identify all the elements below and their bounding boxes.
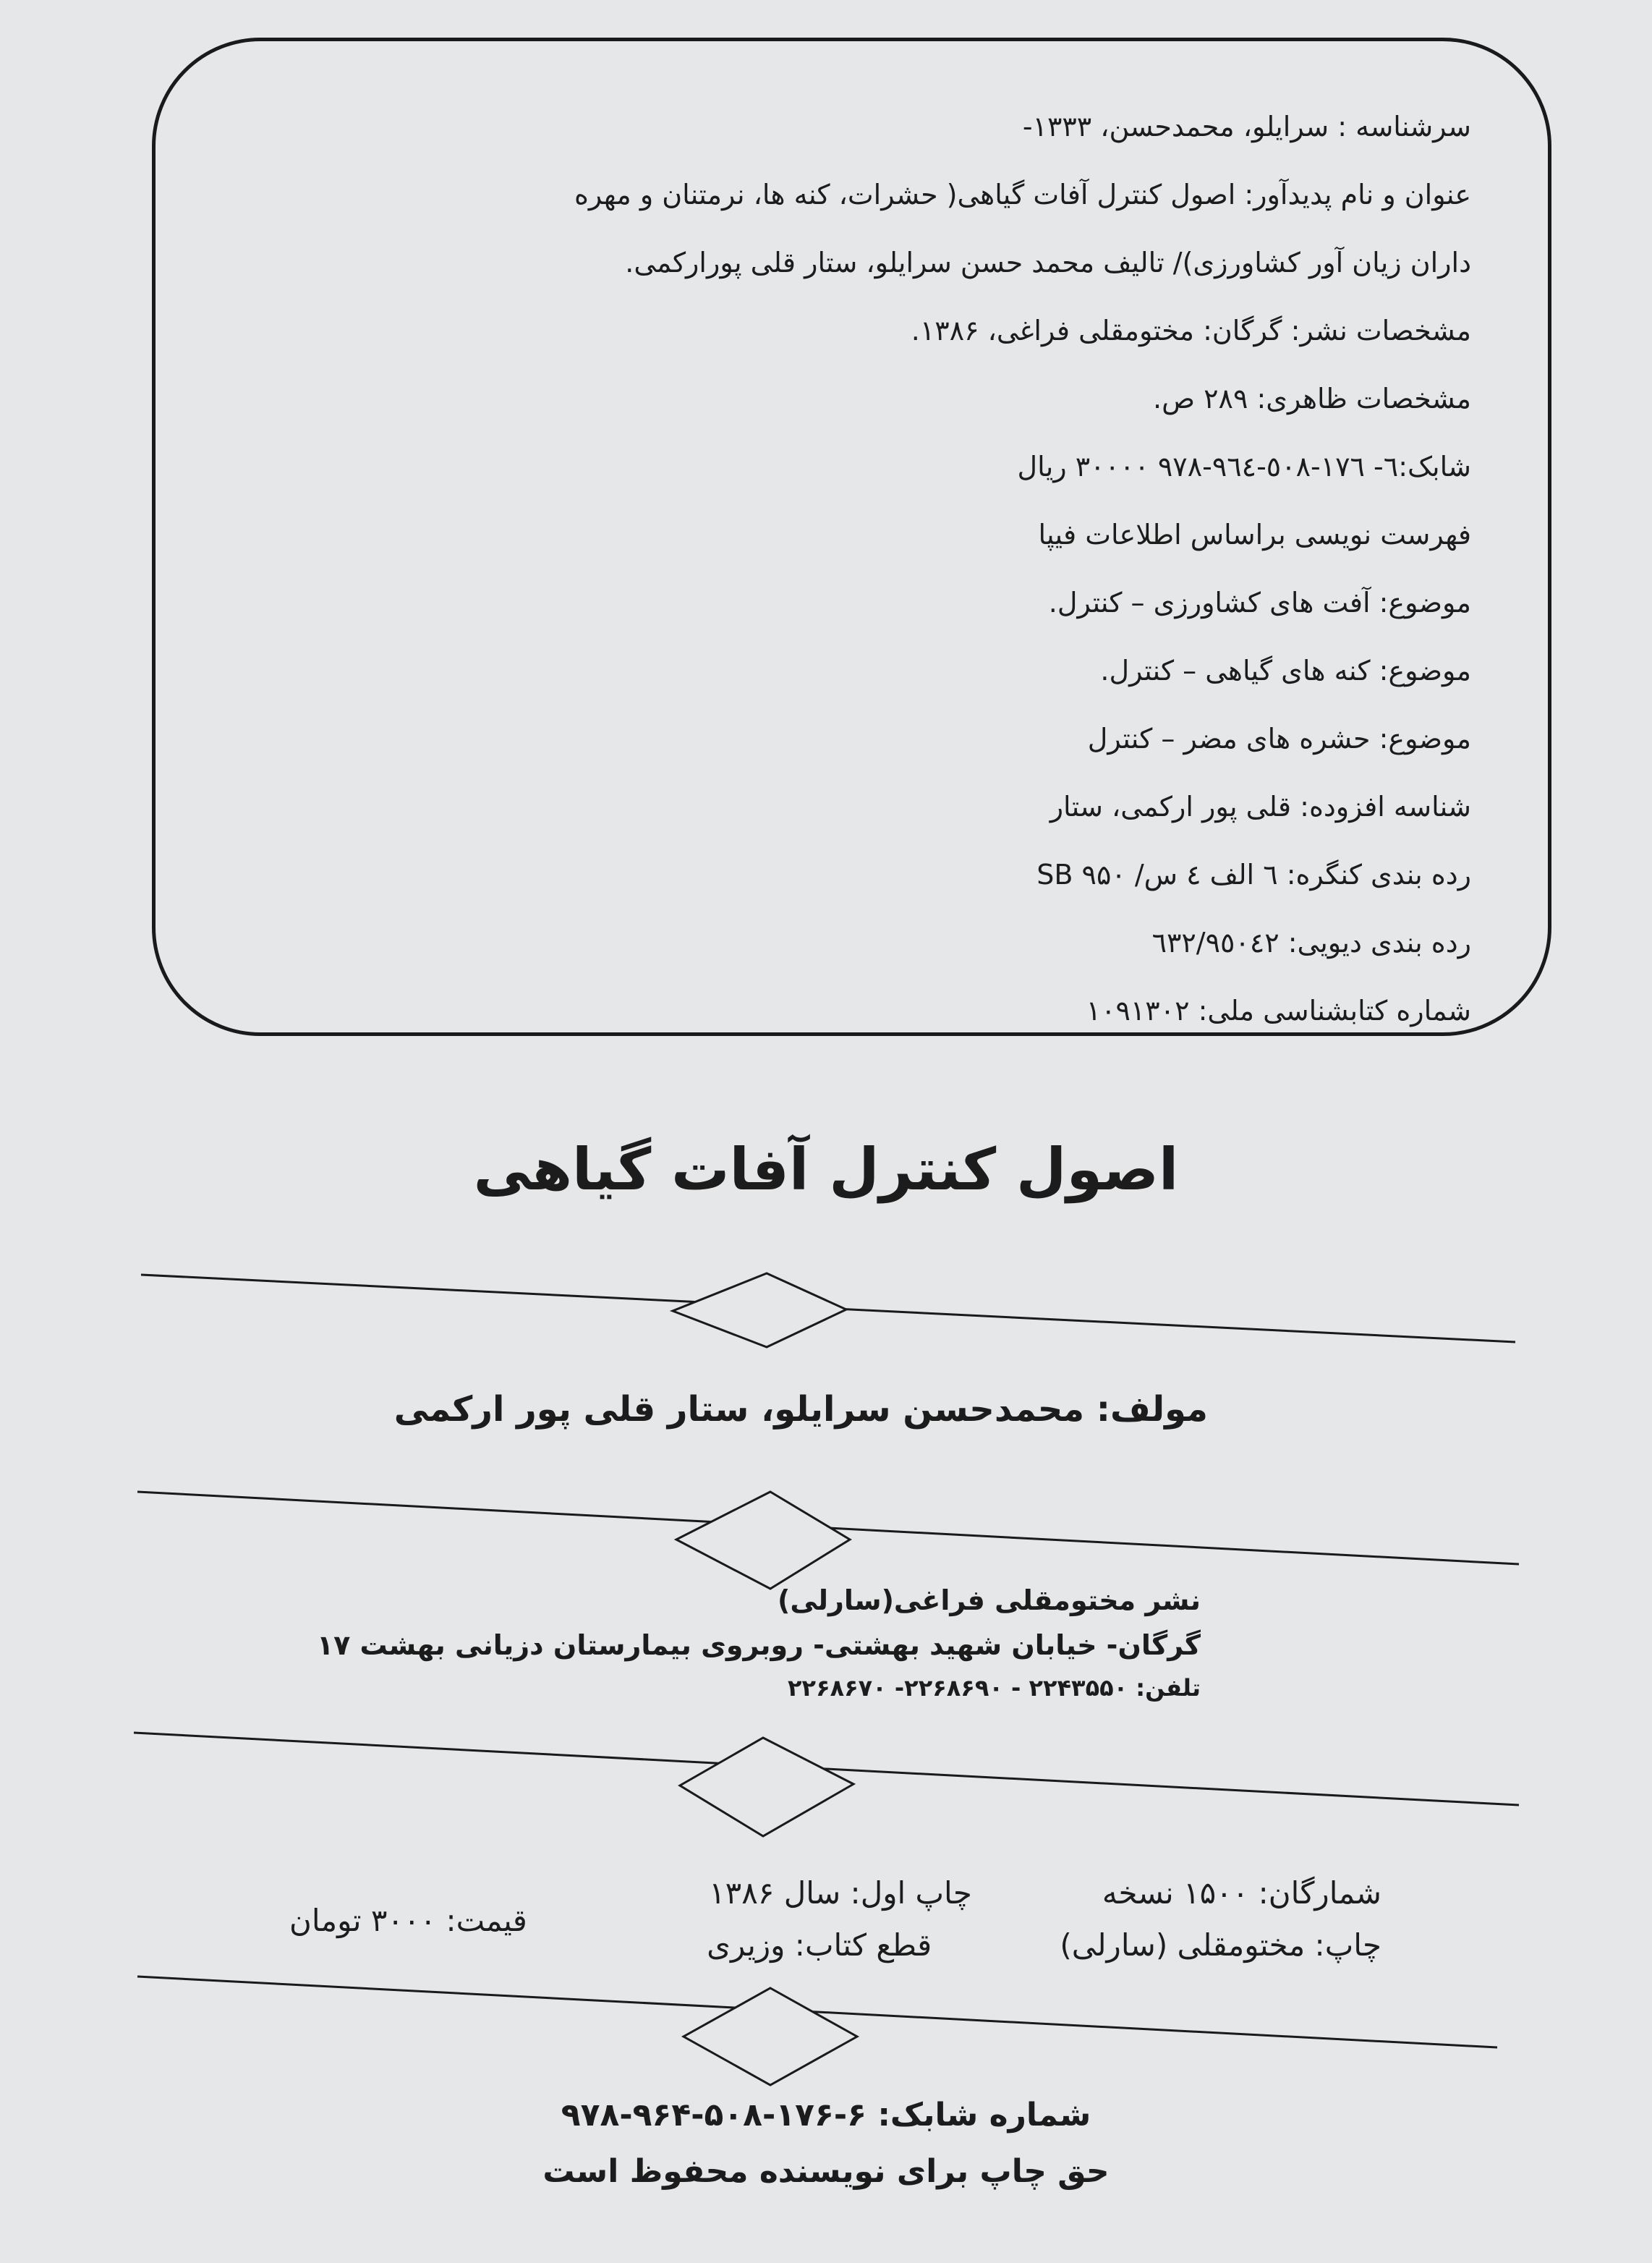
publisher-address: گرگان- خیابان شهید بهشتی- روبروی بیمارستان دزیانی بهشت ۱۷ bbox=[316, 1629, 1201, 1661]
printer: چاپ: مختومقلی (سارلی) bbox=[1060, 1927, 1381, 1963]
isbn-number: شماره شابک: ۶-۱۷۶-۵۰۸-۹۶۴-۹۷۸ bbox=[561, 2097, 1091, 2133]
diamond-divider-icon bbox=[137, 1492, 1519, 1589]
diamond-divider-icon bbox=[134, 1733, 1519, 1836]
cip-line: داران زیان آور کشاورزی)/ تالیف محمد حسن سرایلو، ستار قلی پورارکمی. bbox=[625, 247, 1471, 279]
cip-line: رده بندی کنگره: ٦ الف ٤ س/ ۹۵۰ SB bbox=[1036, 859, 1471, 891]
first-edition: چاپ اول: سال ۱۳۸۶ bbox=[709, 1874, 972, 1911]
cip-line: شماره کتابشناسی ملی: ۱۰۹۱۳۰۲ bbox=[1086, 995, 1471, 1027]
cip-line: شابک:٦- ١٧٦-٥٠٨-٩٦٤-٩٧٨ ۳۰۰۰۰ ریال bbox=[1017, 451, 1471, 483]
cip-line: مشخصات ظاهری: ۲۸۹ ص. bbox=[1153, 383, 1471, 415]
cip-line: سرشناسه : سرایلو، محمدحسن، ۱۳۳۳- bbox=[1022, 111, 1471, 143]
footer-block bbox=[0, 2087, 1652, 2200]
book-title: اصول کنترل آفات گیاهی bbox=[473, 1136, 1179, 1203]
cip-line: عنوان و نام پدیدآور: اصول کنترل آفات گیاهی( حشرات، کنه ها، نرمتنان و مهره bbox=[574, 179, 1471, 211]
cip-line: رده بندی دیویی: ٦٣٢/٩٥٠٤٢ bbox=[1151, 927, 1471, 959]
author-line: مولف: محمدحسن سرایلو، ستار قلی پور ارکمی bbox=[393, 1389, 1208, 1430]
publisher-block bbox=[145, 1584, 1201, 1710]
price: قیمت: ۳۰۰۰ تومان bbox=[289, 1903, 527, 1938]
circulation: شمارگان: ۱۵۰۰ نسخه bbox=[1102, 1874, 1381, 1911]
publisher-phone: تلفن: ۲۲۴۳۵۵۰ - ۲۲۶۸۶۹۰- ۲۲۶۸۶۷۰ bbox=[788, 1674, 1201, 1702]
copyright-notice: حق چاپ برای نویسنده محفوظ است bbox=[542, 2153, 1110, 2190]
cip-line: موضوع: حشره های مضر – کنترل bbox=[1087, 723, 1471, 755]
diamond-divider-icon bbox=[137, 1977, 1497, 2085]
book-format: قطع کتاب: وزیری bbox=[707, 1927, 932, 1963]
cip-line: موضوع: کنه های گیاهی – کنترل. bbox=[1100, 655, 1471, 687]
diamond-divider-icon bbox=[141, 1273, 1515, 1347]
cip-line: موضوع: آفت های کشاورزی – کنترل. bbox=[1048, 587, 1471, 619]
cip-line: مشخصات نشر: گرگان: مختومقلی فراغی، ۱۳۸۶. bbox=[911, 315, 1471, 347]
publisher-name: نشر مختومقلی فراغی(سارلی) bbox=[777, 1584, 1201, 1616]
cip-line: شناسه افزوده: قلی پور ارکمی، ستار bbox=[1049, 791, 1471, 823]
cip-line: فهرست نویسی براساس اطلاعات فیپا bbox=[1038, 519, 1471, 551]
